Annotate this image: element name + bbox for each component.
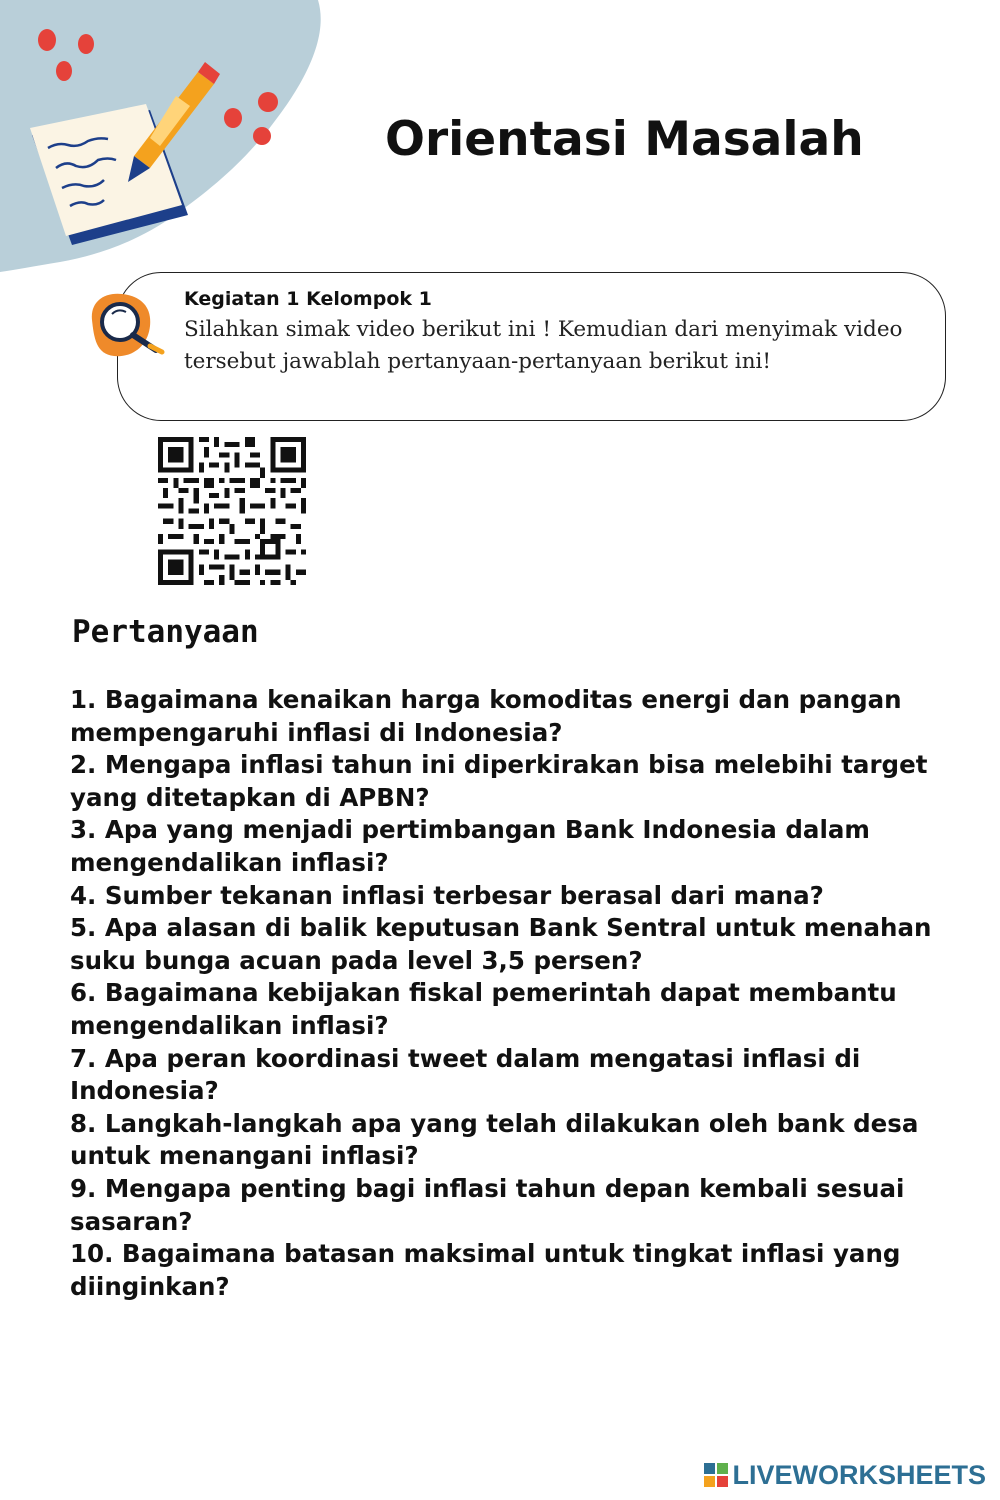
activity-heading: Kegiatan 1 Kelompok 1: [184, 288, 432, 310]
questions-list: [70, 684, 970, 1303]
question-item: 1. Bagaimana kenaikan harga komoditas energi dan pangan mempengaruhi inflasi di Indonesia?: [70, 685, 902, 747]
question-item: 7. Apa peran koordinasi tweet dalam mengatasi inflasi di Indonesia?: [70, 1043, 861, 1106]
question-item: 2. Mengapa inflasi tahun ini diperkirakan bisa melebihi target yang ditetapkan di APBN?: [70, 750, 928, 812]
liveworksheets-brand-text: LIVEWORKSHEETS: [732, 1459, 986, 1490]
page-title: Orientasi Masalah: [385, 112, 864, 167]
questions-heading: Pertanyaan: [72, 614, 259, 650]
magnifier-icon: [82, 290, 172, 362]
question-item: 10. Bagaimana batasan maksimal untuk tingkat inflasi yang diinginkan?: [70, 1239, 901, 1301]
red-dot: [56, 61, 72, 81]
activity-instructions: Silahkan simak video berikut ini ! Kemudian dari menyimak video tersebut jawablah pertanyaan-pertanyaan berikut ini!: [184, 317, 903, 374]
red-dot: [38, 29, 56, 51]
red-dot: [78, 34, 94, 54]
question-item: 9. Mengapa penting bagi inflasi tahun depan kembali sesuai sasaran?: [70, 1173, 905, 1236]
question-item: 6. Bagaimana kebijakan fiskal pemerintah dapat membantu mengendalikan inflasi?: [70, 978, 897, 1040]
notebook-pen-illustration: [0, 0, 330, 280]
red-dot: [258, 92, 278, 112]
question-item: 5. Apa alasan di balik keputusan Bank Sentral untuk menahan suku bunga acuan pada level 3,5 persen?: [70, 913, 932, 975]
red-dot: [253, 127, 271, 145]
question-item: 8. Langkah-langkah apa yang telah dilakukan oleh bank desa untuk menangani inflasi?: [70, 1108, 919, 1171]
liveworksheets-brand[interactable]: [704, 1458, 986, 1492]
liveworksheets-logo-icon: [704, 1463, 728, 1487]
red-dot: [224, 108, 242, 128]
question-item: 4. Sumber tekanan inflasi terbesar berasal dari mana?: [70, 880, 824, 910]
qr-code[interactable]: [158, 437, 306, 585]
question-item: 3. Apa yang menjadi pertimbangan Bank Indonesia dalam mengendalikan inflasi?: [70, 815, 870, 877]
